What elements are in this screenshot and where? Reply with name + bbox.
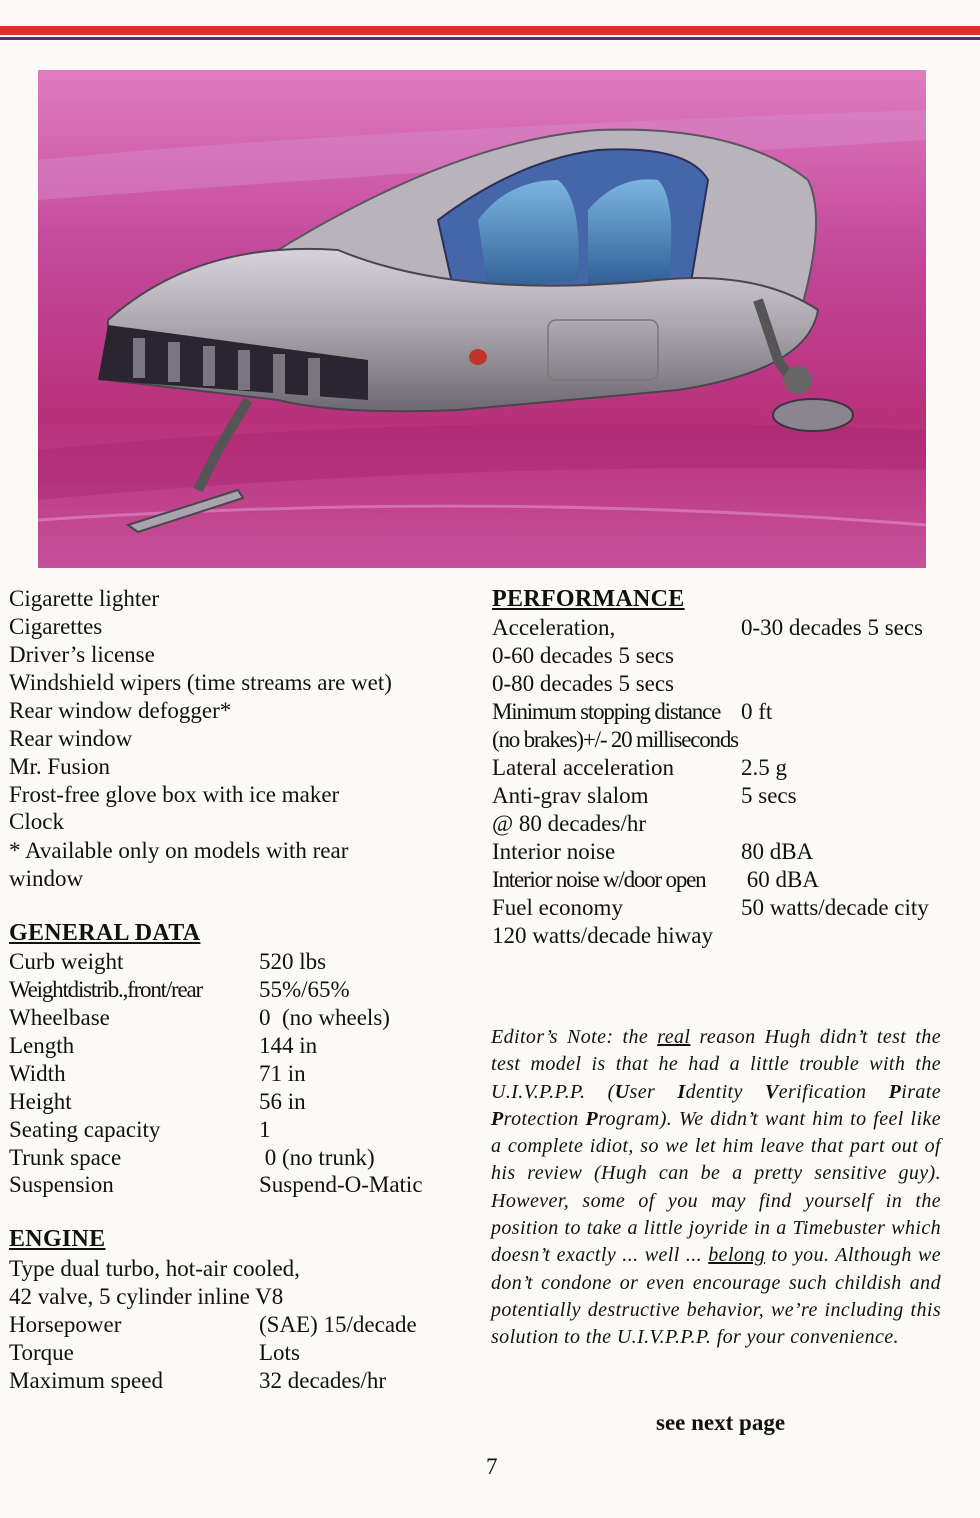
spec-label: Wheelbase [9,1005,110,1030]
note-segment: to you. Although we don’t condone or even encourage such childish and potentially destructive behavior, we’re including this solution to the U.I.V.P.P.P. for your convenience. [491,1244,941,1349]
header-stripe-red [0,26,980,35]
note-acronym-letter: V [764,1080,779,1103]
spec-label: Weightdistrib.,front/rear [9,977,202,1002]
spec-label: Length [9,1033,75,1058]
feature-item: Clock [9,809,64,834]
spec-value: 71 in [259,1061,306,1086]
note-segment: rotection [503,1107,586,1130]
engine-description: Type dual turbo, hot-air cooled, [9,1256,300,1281]
note-segment: ser [629,1080,678,1103]
perf-value: 80 dBA [741,839,814,864]
note-acronym-letter: P [491,1107,504,1130]
note-acronym-letter: P [888,1080,902,1103]
spec-label: Curb weight [9,949,124,974]
spec-value: 1 [259,1117,271,1142]
perf-value: 0-30 decades 5 secs [741,615,924,640]
general-data-heading: GENERAL DATA [9,920,201,946]
feature-item: Rear window defogger* [9,698,232,723]
spec-value: Lots [259,1340,300,1365]
feature-item: Frost-free glove box with ice maker [9,782,340,807]
note-segment: irate [901,1080,942,1103]
spec-value: 55%/65% [259,977,350,1002]
perf-label: Fuel economy [492,895,623,920]
perf-label: 0-80 decades 5 secs [492,671,675,696]
perf-label: Anti-grav slalom [492,783,649,808]
feature-item: Driver’s license [9,642,155,667]
perf-label: 120 watts/decade hiway [492,923,713,948]
timebuster-illustration [38,70,926,568]
perf-value: 0 ft [741,699,773,724]
note-segment: reason Hugh didn’t test the test model is that he had a little trouble with the U.I.V.P.P.P. ( [491,1026,941,1103]
spec-label: Horsepower [9,1312,122,1337]
spec-value: 56 in [259,1089,306,1114]
engine-heading: ENGINE [9,1226,106,1252]
note-emphasis: real [657,1026,691,1048]
spec-label: Suspension [9,1172,114,1197]
page-number: 7 [486,1454,498,1479]
header-stripe-navy [0,37,980,40]
spec-value: 0 (no wheels) [259,1005,390,1030]
note-segment: Editor’s Note: the [491,1026,658,1048]
perf-label: Interior noise [492,839,616,864]
feature-item: Mr. Fusion [9,754,110,779]
perf-label: Acceleration, [492,615,616,640]
note-emphasis: belong [708,1244,766,1267]
spec-value: 520 lbs [259,949,327,974]
spec-value: (SAE) 15/decade [259,1312,417,1337]
perf-label: (no brakes)+/- 20 milliseconds [492,727,738,752]
feature-item: Cigarettes [9,614,103,639]
perf-value: 5 secs [741,783,797,808]
perf-value: 60 dBA [741,867,819,892]
perf-label: Interior noise w/door open [492,867,706,892]
hover-car-drawing [38,70,926,568]
spec-value: 32 decades/hr [259,1368,387,1393]
spec-label: Height [9,1089,72,1114]
spec-label: Seating capacity [9,1117,161,1142]
see-next-page: see next page [656,1410,786,1435]
note-segment: erification [778,1080,889,1103]
feature-footnote: window [9,866,84,891]
spec-value: 0 (no trunk) [259,1145,375,1170]
spec-label: Width [9,1061,66,1086]
perf-value: 2.5 g [741,755,787,780]
spec-value: Suspend-O-Matic [259,1172,423,1197]
performance-heading: PERFORMANCE [492,586,685,612]
perf-label: 0-60 decades 5 secs [492,643,675,668]
note-segment: rogram). We didn’t want him to feel like a complete idiot, so we let him leave that part out of his review (Hugh can be a pretty sensitive guy). However, some of you may find yourself in the position to take a little joyride in a Timebuster which doesn’t exactly ... well ... [491,1107,941,1267]
note-acronym-letter: I [677,1080,686,1103]
editor-note [491,1024,941,1352]
perf-label: Minimum stopping distance [492,699,721,724]
note-acronym-letter: P [585,1107,599,1130]
spec-label: Trunk space [9,1145,122,1170]
perf-label: @ 80 decades/hr [492,811,647,836]
spec-label: Maximum speed [9,1368,163,1393]
spec-value: 144 in [259,1033,318,1058]
feature-item: Rear window [9,726,133,751]
note-segment: dentity [685,1080,765,1103]
feature-item: Cigarette lighter [9,586,160,611]
perf-value: 50 watts/decade city [741,895,929,920]
note-acronym-letter: U [614,1080,630,1103]
feature-footnote: * Available only on models with rear [9,838,349,863]
perf-label: Lateral acceleration [492,755,674,780]
engine-description: 42 valve, 5 cylinder inline V8 [9,1284,284,1309]
spec-label: Torque [9,1340,74,1365]
feature-item: Windshield wipers (time streams are wet) [9,670,392,695]
